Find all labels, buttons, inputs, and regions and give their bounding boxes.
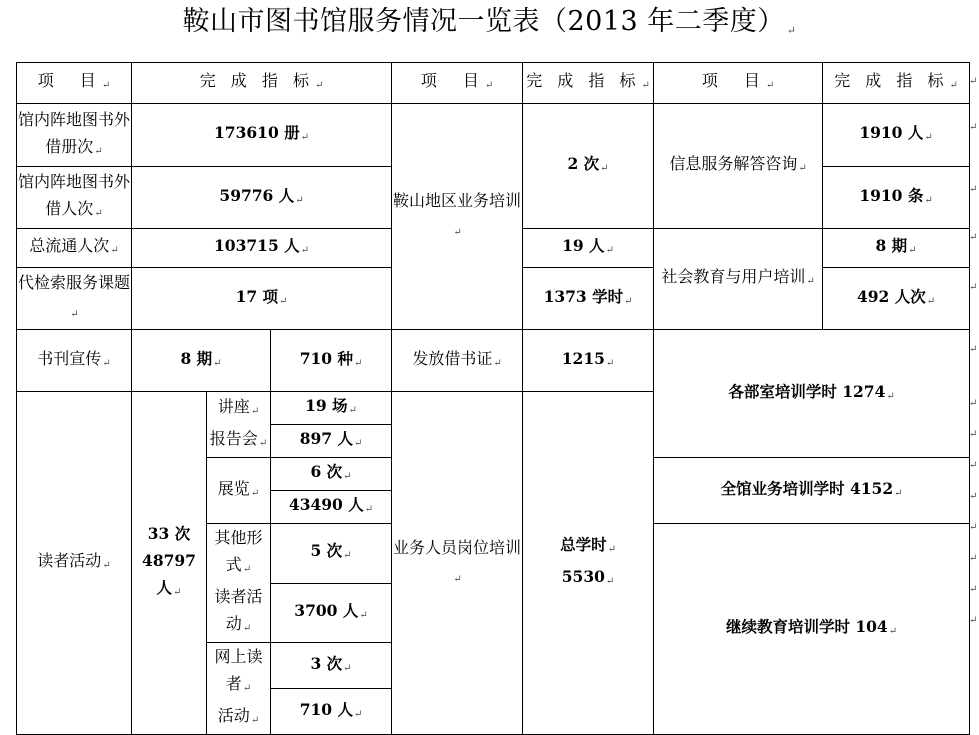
regional-training-hours: 1373 学时↵ xyxy=(523,268,654,330)
page-title: 鞍山市图书馆服务情况一览表（2013 年二季度） ↵ xyxy=(182,6,797,37)
row-end-mark: ↵ xyxy=(969,429,978,440)
other-activity-people: 3700 人↵ xyxy=(271,583,392,643)
total-visits-label: 总流通人次↵ xyxy=(17,229,132,268)
lecture-report-label: 讲座↵ 报告会↵ xyxy=(207,392,271,458)
info-service-items: 1910 条↵ xyxy=(823,167,970,229)
lend-people-label: 馆内阵地图书外借人次↵ xyxy=(17,167,132,229)
reader-activity-total: 33 次 48797 人↵ xyxy=(132,392,207,735)
card-issue-value: 1215↵ xyxy=(523,330,654,392)
social-edu-label: 社会教育与用户培训↵ xyxy=(654,229,823,330)
row-end-mark: ↵ xyxy=(969,584,978,595)
regional-training-people: 19 人↵ xyxy=(523,229,654,268)
search-service-label: 代检索服务课题↵ xyxy=(17,268,132,330)
lend-volumes-value: 173610 册↵ xyxy=(132,104,392,167)
paragraph-mark: ↵ xyxy=(786,24,797,37)
exhibit-count: 6 次↵ xyxy=(271,458,392,491)
header-target-col-2: 完 成 指 标↵ xyxy=(523,63,654,104)
header-item-col-3: 项 目↵ xyxy=(654,63,823,104)
row-end-mark: ↵ xyxy=(969,522,978,533)
row-end-mark: ↵ xyxy=(969,615,978,626)
search-service-value: 17 项↵ xyxy=(132,268,392,330)
regional-training-sessions: 2 次↵ xyxy=(523,104,654,229)
table-row xyxy=(17,330,970,392)
total-visits-value: 103715 人↵ xyxy=(132,229,392,268)
card-issue-label: 发放借书证↵ xyxy=(392,330,523,392)
row-end-mark: ↵ xyxy=(969,553,978,564)
staff-training-hours: 总学时↵ 5530↵ xyxy=(523,392,654,735)
header-target-col-3: 完 成 指 标↵ xyxy=(823,63,970,104)
other-activity-count: 5 次↵ xyxy=(271,524,392,584)
service-summary-table xyxy=(16,62,970,735)
header-target-col-1: 完 成 指 标↵ xyxy=(132,63,392,104)
lend-volumes-label: 馆内阵地图书外借册次↵ xyxy=(17,104,132,167)
exhibit-label: 展览↵ xyxy=(207,458,271,524)
row-end-mark: ↵ xyxy=(969,344,978,355)
online-activity-count: 3 次↵ xyxy=(271,643,392,689)
row-end-mark: ↵ xyxy=(969,282,978,293)
table-row xyxy=(17,104,970,167)
publicity-label: 书刊宣传↵ xyxy=(17,330,132,392)
row-end-mark: ↵ xyxy=(969,232,978,243)
online-activity-people: 710 人↵ xyxy=(271,689,392,735)
library-training-hours: 全馆业务培训学时 4152↵ xyxy=(654,458,970,524)
staff-training-label: 业务人员岗位培训↵ xyxy=(392,392,523,735)
info-service-label: 信息服务解答咨询↵ xyxy=(654,104,823,229)
row-end-mark: ↵ xyxy=(969,491,978,502)
online-activity-label: 网上读者↵ 活动↵ xyxy=(207,643,271,735)
publicity-issues: 8 期↵ xyxy=(132,330,271,392)
other-activity-label: 其他形式↵ 读者活动↵ xyxy=(207,524,271,643)
row-end-mark: ↵ xyxy=(969,184,978,195)
row-end-marks xyxy=(968,62,979,644)
publicity-kinds: 710 种↵ xyxy=(271,330,392,392)
social-edu-sessions: 8 期↵ xyxy=(823,229,970,268)
lecture-value: 19 场↵ xyxy=(271,392,392,425)
row-end-mark: ↵ xyxy=(969,398,978,409)
row-end-mark: ↵ xyxy=(969,122,978,133)
header-row xyxy=(17,63,970,104)
social-edu-people: 492 人次↵ xyxy=(823,268,970,330)
reader-activity-label: 读者活动↵ xyxy=(17,392,132,735)
row-end-mark: ↵ xyxy=(969,76,978,87)
row-end-mark: ↵ xyxy=(969,460,978,471)
exhibit-people: 43490 人↵ xyxy=(271,491,392,524)
regional-training-label: 鞍山地区业务培训↵ xyxy=(392,104,523,330)
lend-people-value: 59776 人↵ xyxy=(132,167,392,229)
info-service-people: 1910 人↵ xyxy=(823,104,970,167)
header-item-col-1: 项 目↵ xyxy=(17,63,132,104)
report-value: 897 人↵ xyxy=(271,425,392,458)
dept-training-hours: 各部室培训学时 1274↵ xyxy=(654,330,970,458)
header-item-col-2: 项 目↵ xyxy=(392,63,523,104)
continuing-edu-hours: 继续教育培训学时 104↵ xyxy=(654,524,970,735)
